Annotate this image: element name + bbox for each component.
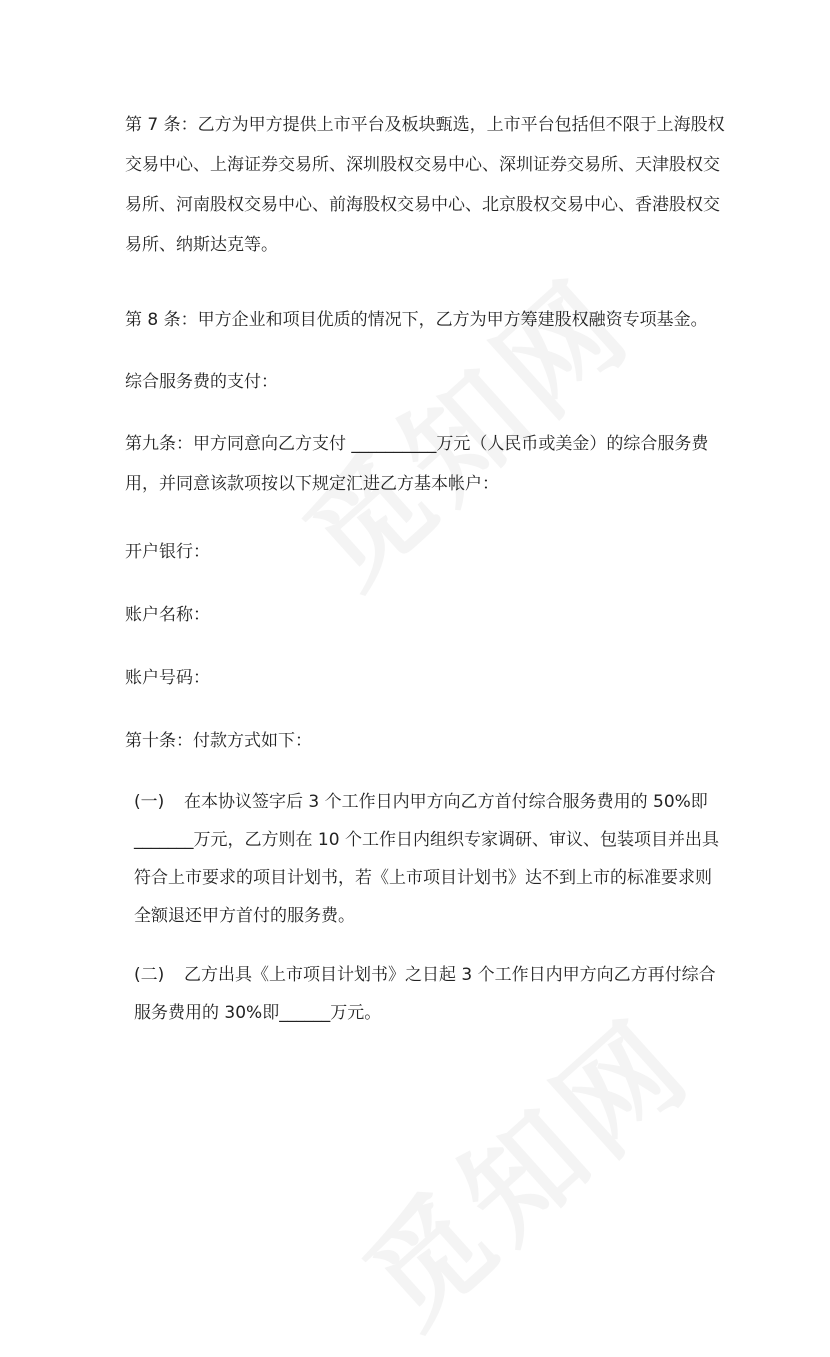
bank-label: 开户银行：: [125, 542, 210, 562]
payment-item-number: (一): [134, 792, 165, 812]
article-7-line: 易所、河南股权交易中心、前海股权交易中心、北京股权交易中心、香港股权交: [125, 195, 720, 215]
payment-item-line: 在本协议签字后 3 个工作日内甲方向乙方首付综合服务费用的 50%即: [184, 792, 708, 812]
article-8: 第 8 条：甲方企业和项目优质的情况下，乙方为甲方筹建股权融资专项基金。: [125, 310, 708, 330]
article-10: 第十条：付款方式如下：: [125, 731, 312, 751]
payment-item-line: 乙方出具《上市项目计划书》之日起 3 个工作日内甲方向乙方再付综合: [184, 965, 716, 985]
article-7-line: 易所、纳斯达克等。: [125, 235, 278, 255]
payment-item-line: 服务费用的 30%即______万元。: [134, 1003, 382, 1023]
article-9: [125, 424, 725, 504]
article-7-line: 交易中心、上海证券交易所、深圳股权交易中心、深圳证券交易所、天津股权交: [125, 155, 720, 175]
article-9-line: 用，并同意该款项按以下规定汇进乙方基本帐户：: [125, 474, 499, 494]
payment-item-line: _______万元，乙方则在 10 个工作日内组织专家调研、审议、包装项目并出具: [134, 830, 719, 850]
payment-item-2: [134, 956, 724, 1032]
article-7: [125, 105, 725, 265]
payment-item-line: 全额退还甲方首付的服务费。: [134, 906, 355, 926]
account-name-label: 账户名称：: [125, 605, 210, 625]
payment-item-line: 符合上市要求的项目计划书，若《上市项目计划书》达不到上市的标准要求则: [134, 868, 712, 888]
payment-item-number: (二): [134, 965, 165, 985]
fee-heading: 综合服务费的支付：: [125, 372, 278, 392]
payment-item-1: [134, 783, 724, 935]
article-7-line: 第 7 条：乙方为甲方提供上市平台及板块甄选，上市平台包括但不限于上海股权: [125, 115, 725, 135]
account-number-label: 账户号码：: [125, 668, 210, 688]
article-9-line: 第九条：甲方同意向乙方支付 __________万元（人民币或美金）的综合服务费: [125, 434, 709, 454]
